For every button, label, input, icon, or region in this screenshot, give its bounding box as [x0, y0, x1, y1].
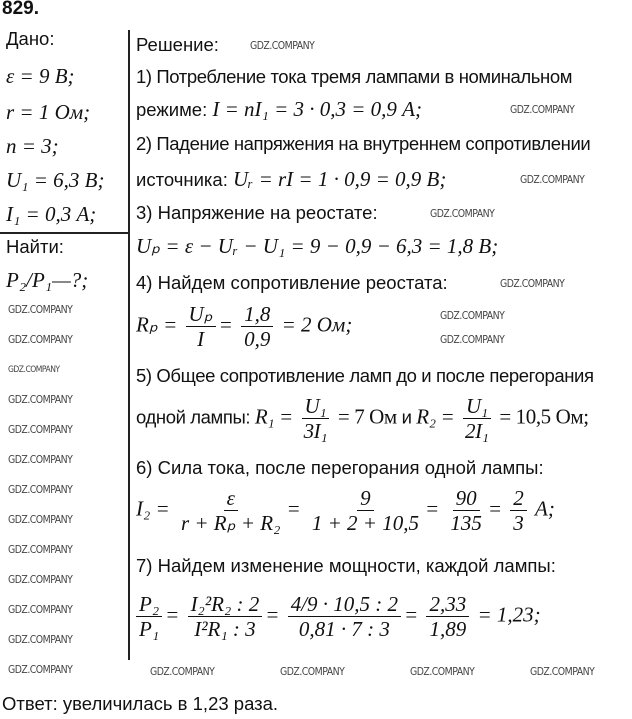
watermark: GDZ.COMPANY [150, 665, 215, 678]
watermark: GDZ.COMPANY [8, 453, 73, 466]
given-item: I₁ = 0,3 А; [6, 202, 97, 226]
column-divider [128, 30, 130, 660]
find-item: P₂/P₁—?; [6, 268, 89, 292]
step2-text: 2) Падение напряжения на внутреннем сопротивлении [136, 133, 591, 154]
step7-formula: $\frac{\text{P₂}}{\text{P₁}}$ = $\frac{\text{I₂²R₂ : 2}}{\text{I²R₁ : 3}}$ = $\frac{4/9 \cdot 10,5 : 2}{0,81 \cdot 7 : 3}$ = $\frac{2,33}{1,89}$ = 1,23; [133, 592, 541, 641]
watermark: GDZ.COMPANY [8, 633, 73, 646]
step4-text: 4) Найдем сопротивление реостата: [136, 272, 448, 293]
fraction: $\frac{4/9 \cdot 10,5 : 2}{0,81 \cdot 7 : 3}$ [288, 592, 401, 641]
fraction: $\frac{\text{P₂}}{\text{P₁}}$ [136, 592, 162, 641]
fraction: $\frac{\text{I₂²R₂ : 2}}{\text{I²R₁ : 3}}$ [188, 592, 263, 641]
watermark: GDZ.COMPANY [8, 365, 60, 375]
step6-formula: I₂ = $\frac{\varepsilon}{\text{r + Rₚ + R₂}}$ = $\frac{9}{1 + 2 + 10,5}$ = $\frac{90}{135}$ = $\frac{2}{3}$ А; [136, 486, 555, 536]
fraction: $\frac{9}{1 + 2 + 10,5}$ [311, 486, 419, 536]
given-item: ε = 9 В; [6, 64, 75, 88]
step3-text: 3) Напряжение на реостате: [136, 202, 378, 223]
step6-text: 6) Сила тока, после перегорания одной лампы: [136, 457, 544, 478]
watermark: GDZ.COMPANY [280, 665, 345, 678]
watermark: GDZ.COMPANY [8, 543, 73, 556]
fraction: $\frac{2}{3}$ [510, 486, 527, 535]
answer: Ответ: увеличилась в 1,23 раза. [2, 693, 279, 714]
given-divider [0, 232, 128, 234]
step5-text: 5) Общее сопротивление ламп до и после перегорания [136, 365, 594, 386]
step2-label: источника: [136, 169, 233, 190]
step3-formula: Uₚ = ε − Uᵣ − U₁ = 9 − 0,9 − 6,3 = 1,8 В; [136, 234, 499, 258]
watermark: GDZ.COMPANY [510, 103, 575, 116]
step5-formula: одной лампы: R₁ = $\frac{\text{U₁}}{\text{3I₁}}$ = 7 Ом и R₂ = $\frac{\text{U₁}}{\text{2I₁}}$ = 10,5 Ом; [136, 394, 589, 444]
step2-formula: Uᵣ = rI = 1 · 0,9 = 0,9 В; [233, 167, 447, 191]
watermark: GDZ.COMPANY [8, 303, 73, 316]
step1-line2 [136, 97, 422, 122]
watermark: GDZ.COMPANY [8, 573, 73, 586]
problem-number: 829. [2, 0, 39, 19]
watermark: GDZ.COMPANY [8, 513, 73, 526]
watermark: GDZ.COMPANY [430, 207, 495, 220]
watermark: GDZ.COMPANY [8, 333, 73, 346]
fraction: $\frac{\text{U₁}}{\text{2I₁}}$ [462, 394, 492, 443]
watermark: GDZ.COMPANY [500, 277, 565, 290]
step2-line2 [136, 167, 446, 192]
watermark: GDZ.COMPANY [410, 665, 475, 678]
watermark: GDZ.COMPANY [440, 309, 505, 322]
fraction: $\frac{\text{U₁}}{\text{3I₁}}$ [301, 394, 331, 443]
given-item: n = 3; [6, 134, 59, 158]
watermark: GDZ.COMPANY [8, 483, 73, 496]
watermark: GDZ.COMPANY [8, 393, 73, 406]
fraction: $\frac{2,33}{1,89}$ [426, 592, 469, 641]
step1-formula: I = nI₁ = 3 · 0,3 = 0,9 А; [212, 97, 422, 121]
fraction: $\frac{\text{Uₚ}}{I}$ [186, 302, 216, 351]
watermark: GDZ.COMPANY [250, 39, 315, 52]
step7-text: 7) Найдем изменение мощности, каждой лампы: [136, 555, 556, 576]
find-heading: Найти: [6, 236, 64, 257]
given-heading: Дано: [6, 28, 55, 49]
fraction: $\frac{\varepsilon}{\text{r + Rₚ + R₂}}$ [180, 486, 281, 536]
watermark: GDZ.COMPANY [8, 603, 73, 616]
given-item: U₁ = 6,3 В; [6, 168, 105, 192]
given-item: r = 1 Ом; [6, 100, 91, 124]
watermark: GDZ.COMPANY [520, 173, 585, 186]
step4-result: = 2 Ом; [281, 312, 353, 337]
watermark: GDZ.COMPANY [8, 423, 73, 436]
watermark: GDZ.COMPANY [440, 333, 505, 346]
fraction: $\frac{90}{135}$ [450, 486, 482, 536]
step4-formula: Rₚ = $\frac{\text{Uₚ}}{I}$ = $\frac{1,8}{0,9}$ = 2 Ом; [136, 302, 353, 352]
step4-lhs: Rₚ = [136, 312, 178, 337]
watermark: GDZ.COMPANY [530, 665, 595, 678]
fraction: $\frac{1,8}{0,9}$ [241, 302, 273, 351]
step1-text: 1) Потребление тока тремя лампами в номинальном [136, 66, 573, 87]
solution-heading: Решение: [136, 34, 219, 55]
step1-label: режиме: [136, 99, 213, 120]
watermark: GDZ.COMPANY [8, 663, 73, 676]
step5-label: одной лампы: [136, 406, 255, 428]
